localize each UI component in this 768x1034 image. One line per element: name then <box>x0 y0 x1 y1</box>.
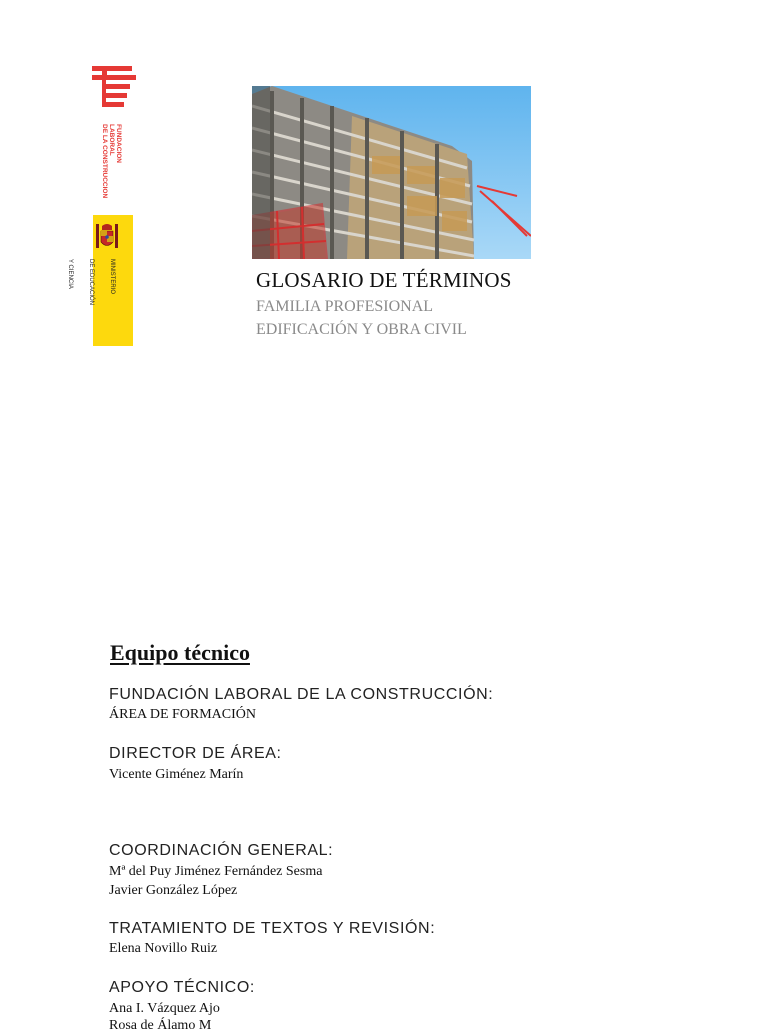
coat-of-arms-icon <box>96 222 118 252</box>
ministry-logo <box>67 215 133 346</box>
document-subtitle <box>256 295 467 341</box>
team-member-name: Mª del Puy Jiménez Fernández Sesma <box>109 864 323 879</box>
team-member-name: Elena Novillo Ruiz <box>109 941 218 956</box>
logo-bar <box>102 84 130 89</box>
cover-photo <box>252 86 531 259</box>
role-label: APOYO TÉCNICO: <box>109 979 255 996</box>
team-member-name: Javier González López <box>109 883 238 898</box>
ministry-logo-text: MINISTERIO DE EDUCACIÓN Y CIENCIA <box>67 259 115 306</box>
team-member-name: ÁREA DE FORMACIÓN <box>109 707 257 722</box>
team-member-name: Vicente Giménez Marín <box>109 767 244 782</box>
team-member-name: Ana I. Vázquez Ajo <box>109 1001 220 1016</box>
logo-bar <box>102 75 106 107</box>
building-construction-image <box>252 86 531 259</box>
role-label: TRATAMIENTO DE TEXTOS Y REVISIÓN: <box>109 920 436 937</box>
team-heading: Equipo técnico <box>110 640 250 665</box>
logo-bar <box>92 75 136 80</box>
role-label: FUNDACIÓN LABORAL DE LA CONSTRUCCIÓN: <box>109 686 494 703</box>
document-title: GLOSARIO DE TÉRMINOS <box>256 268 512 292</box>
subtitle-line: EDIFICACIÓN Y OBRA CIVIL <box>256 321 467 338</box>
fundacion-laboral-logo <box>92 66 136 216</box>
subtitle-line: FAMILIA PROFESIONAL <box>256 298 434 315</box>
role-label: COORDINACIÓN GENERAL: <box>109 842 334 859</box>
foundation-logo-text: FUNDACION LABORAL DE LA CONSTRUCCION <box>101 124 122 199</box>
logo-bar <box>92 66 132 71</box>
team-member-name: Rosa de Álamo M <box>109 1018 212 1033</box>
role-label: DIRECTOR DE ÁREA: <box>109 745 282 762</box>
